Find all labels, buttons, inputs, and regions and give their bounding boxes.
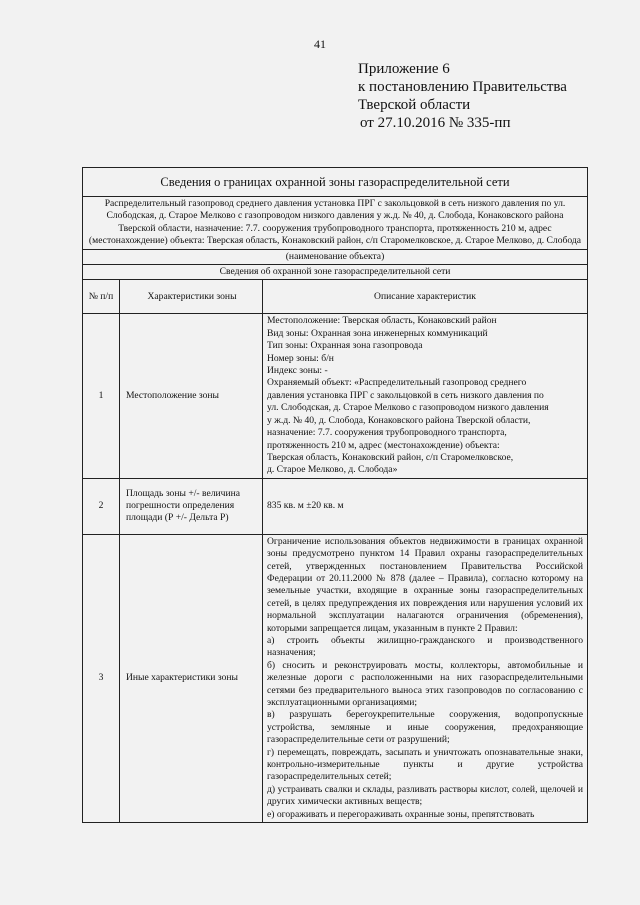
table-row (83, 478, 588, 534)
appendix-title: Приложение 6 (358, 61, 450, 77)
description-paragraph: е) огораживать и перегораживать охранные зоны, препятствовать (267, 808, 535, 820)
row-characteristic: Площадь зоны +/- величина погрешности определения площади (Р +/- Дельта Р) (120, 478, 263, 534)
appendix-header (358, 60, 567, 132)
description-line: Местоположение: Тверская область, Конаковский район (267, 315, 497, 327)
description-line: у ж.д. № 40, д. Слобода, Конаковского района Тверской области, (267, 414, 531, 426)
column-header-description: Описание характеристик (263, 280, 588, 314)
section-title: Сведения об охранной зоне газораспределительной сети (83, 265, 588, 280)
description-line: Номер зоны: б/н (267, 352, 334, 364)
description-line: ул. Слободская, д. Старое Мелково с газопроводом низкого давления (267, 402, 549, 414)
object-caption: (наименование объекта) (83, 249, 588, 264)
appendix-line: к постановлению Правительства (358, 79, 567, 95)
description-line: Индекс зоны: - (267, 365, 328, 377)
zone-info-table (82, 167, 588, 823)
description-line: давления установка ПРГ с закольцовкой в сеть низкого давления по (267, 389, 544, 401)
description-line: д. Старое Мелково, д. Слобода» (267, 464, 398, 476)
description-paragraph: Ограничение использования объектов недвижимости в границах охранной зоны предусмотрено пунктом 14 Правил охраны газораспределительных сетей, утвержденных постановлением Правительства Российской Федерации от 20.11.2000 № 878 (далее – Правила), согласно которому на земельные участки, входящие в охранные зоны газораспределительных сетей, в целях предупреждения их повреждения или нарушения условий их нормальной эксплуатации налагаются ограничения (обременения), которыми запрещается лицам, указанным в пункте 2 Правил: (267, 535, 583, 634)
description-paragraph: б) сносить и реконструировать мосты, коллекторы, автомобильные и железные дороги с расположенными на них газораспределительными сетями без предварительного выноса этих газопроводов по согласованию с эксплуатационными организациями; (267, 659, 583, 708)
row-number: 3 (83, 534, 120, 822)
table-row (83, 314, 588, 478)
row-characteristic: Иные характеристики зоны (120, 534, 263, 822)
table-title: Сведения о границах охранной зоны газораспределительной сети (83, 168, 588, 197)
column-header-characteristics: Характеристики зоны (120, 280, 263, 314)
row-number: 1 (83, 314, 120, 478)
appendix-date: от 27.10.2016 № 335-пп (360, 115, 511, 131)
description-line: Вид зоны: Охранная зона инженерных коммуникаций (267, 327, 488, 339)
description-paragraph: а) строить объекты жилищно-гражданского и производственного назначения; (267, 634, 583, 659)
row-description: 835 кв. м ±20 кв. м (263, 478, 588, 534)
description-line: Тип зоны: Охранная зона газопровода (267, 340, 423, 352)
description-line: Тверская область, Конаковский район, с/п Старомелковское, (267, 451, 514, 463)
description-paragraph: в) разрушать берегоукрепительные сооружения, водопропускные устройства, земляные и иные сооружения, предохраняющие газораспределительные сети от разрушений; (267, 709, 583, 746)
object-description: Распределительный газопровод среднего давления установка ПРГ с закольцовкой в сеть низкого давления по ул. Слободская, д. Старое Мелково с газопроводом низкого давления у ж.д. № 40, д. Слобода, Конаковского района Тверской области, назначение: 7.7. сооружения трубопроводного транспорта, протяженность 210 м, адрес (местонахождение) объекта: Тверская область, Конаковский район, с/п Старомелковское, д. Старое Мелково, д. Слобода (83, 197, 588, 250)
table-row (83, 534, 588, 822)
appendix-line: Тверской области (358, 97, 471, 113)
description-line: протяженность 210 м, адрес (местонахождение) объекта: (267, 439, 500, 451)
description-paragraph: д) устраивать свалки и склады, разливать растворы кислот, солей, щелочей и других химически активных веществ; (267, 783, 583, 808)
column-header-number: № п/п (83, 280, 120, 314)
row-description (263, 534, 588, 822)
row-characteristic: Местоположение зоны (120, 314, 263, 478)
page-edge (0, 897, 640, 905)
row-description (263, 314, 588, 478)
page-number: 41 (314, 37, 326, 51)
row-number: 2 (83, 478, 120, 534)
description-line: Охраняемый объект: «Распределительный газопровод среднего (267, 377, 527, 389)
description-paragraph: г) перемещать, повреждать, засыпать и уничтожать опознавательные знаки, контрольно-измерительные пункты и другие устройства газораспределительных сетей; (267, 746, 583, 783)
description-line: назначение: 7.7. сооружения трубопроводного транспорта, (267, 427, 507, 439)
